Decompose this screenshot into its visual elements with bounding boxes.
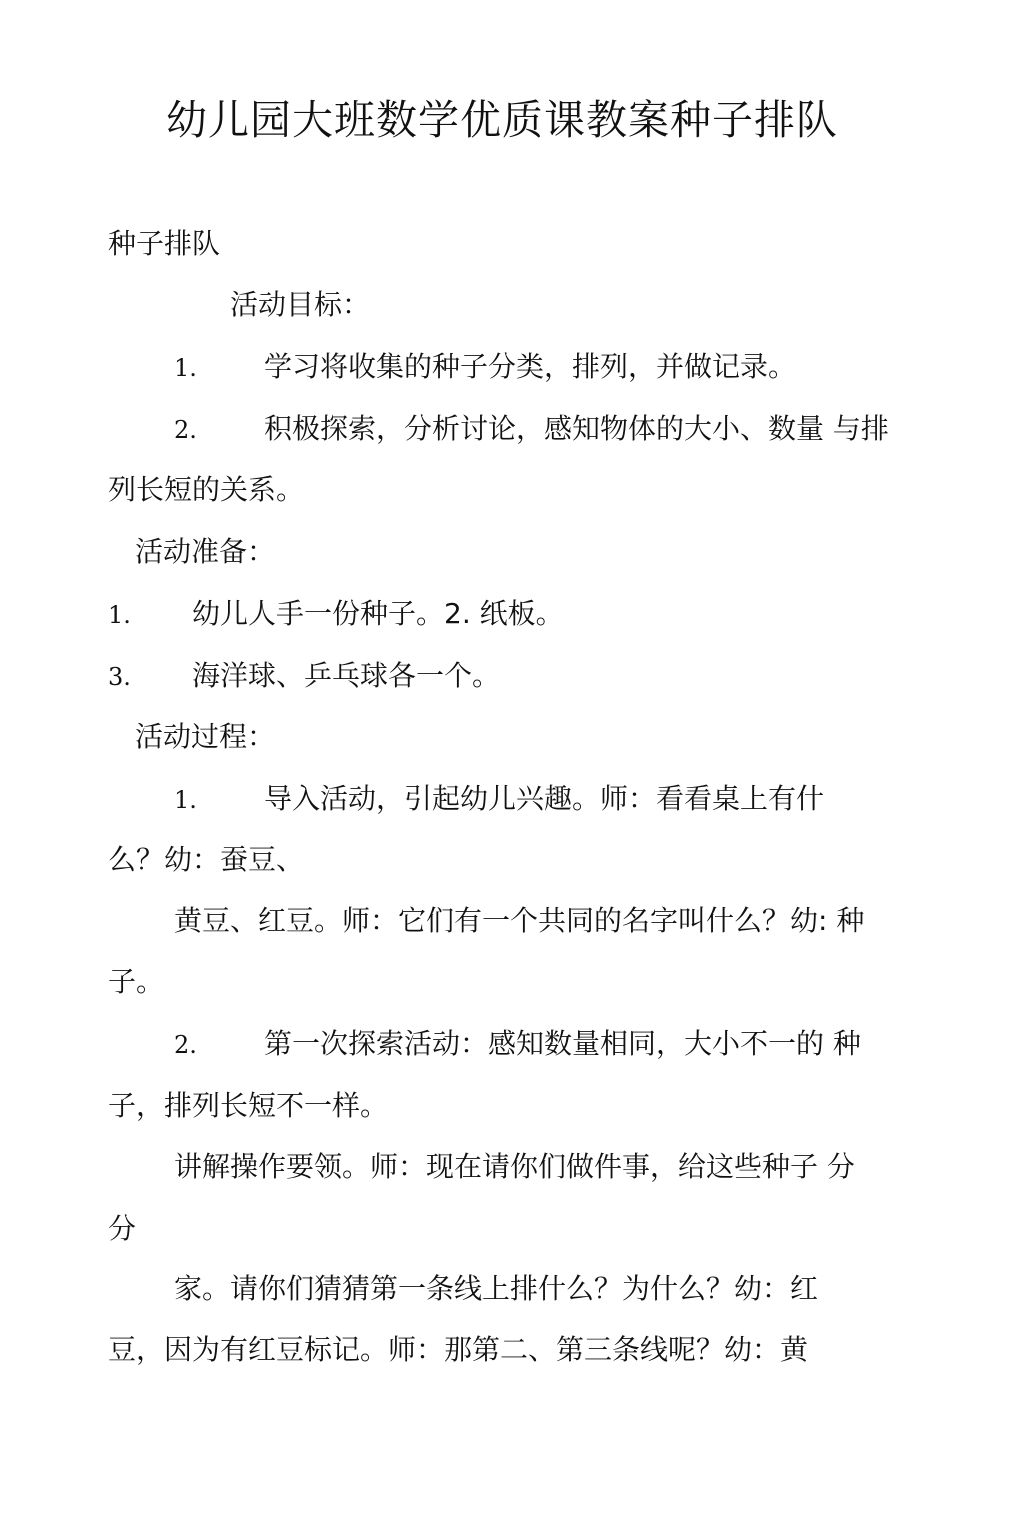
goal-text-continuation: 列长短的关系。 — [108, 473, 305, 506]
goal-item-2 — [174, 409, 889, 450]
process-text: 导入活动，引起幼儿兴趣。师：看看桌上有什 — [264, 782, 825, 815]
goal-text: 积极探索，分析讨论，感知物体的大小、数量 与排 — [264, 412, 889, 445]
explain-line: 讲解操作要领。师：现在请你们做件事，给这些种子 分 — [174, 1150, 855, 1183]
process-text-line: 子，排列长短不一样。 — [108, 1089, 389, 1122]
goals-heading: 活动目标： — [230, 288, 371, 321]
goal-item-1 — [174, 347, 796, 388]
explain-line: 分 — [108, 1212, 137, 1245]
goal-text: 学习将收集的种子分类，排列，并做记录。 — [264, 350, 797, 383]
process-step-2 — [174, 1024, 861, 1065]
prep-number: 3. — [108, 663, 131, 691]
process-text-line: 黄豆、红豆。师：它们有一个共同的名字叫什么？幼: 种 — [174, 904, 865, 937]
document-title: 幼儿园大班数学优质课教案种子排队 — [166, 96, 838, 144]
goal-number: 2. — [174, 416, 197, 444]
process-number: 1. — [174, 786, 197, 814]
process-step-1 — [174, 779, 824, 820]
section-subtitle: 种子排队 — [108, 227, 221, 260]
prep-number: 1. — [108, 601, 131, 629]
process-text-line: 么？幼：蚕豆、 — [108, 843, 305, 876]
explain-line: 家。请你们猜猜第一条线上排什么？为什么？幼：红 — [174, 1272, 819, 1305]
prep-text: 幼儿人手一份种子。2. 纸板。 — [192, 597, 564, 630]
prep-item-1 — [108, 594, 564, 635]
process-heading: 活动过程： — [135, 720, 276, 753]
explain-line: 豆，因为有红豆标记。师：那第二、第三条线呢？幼：黄 — [108, 1333, 809, 1366]
prep-item-2 — [108, 656, 500, 697]
process-text: 第一次探索活动：感知数量相同，大小不一的 种 — [264, 1027, 861, 1060]
goal-number: 1. — [174, 354, 197, 382]
prep-text: 海洋球、乒乓球各一个。 — [192, 659, 501, 692]
prep-heading: 活动准备： — [135, 535, 276, 568]
process-text-line: 子。 — [108, 965, 165, 998]
process-number: 2. — [174, 1031, 197, 1059]
